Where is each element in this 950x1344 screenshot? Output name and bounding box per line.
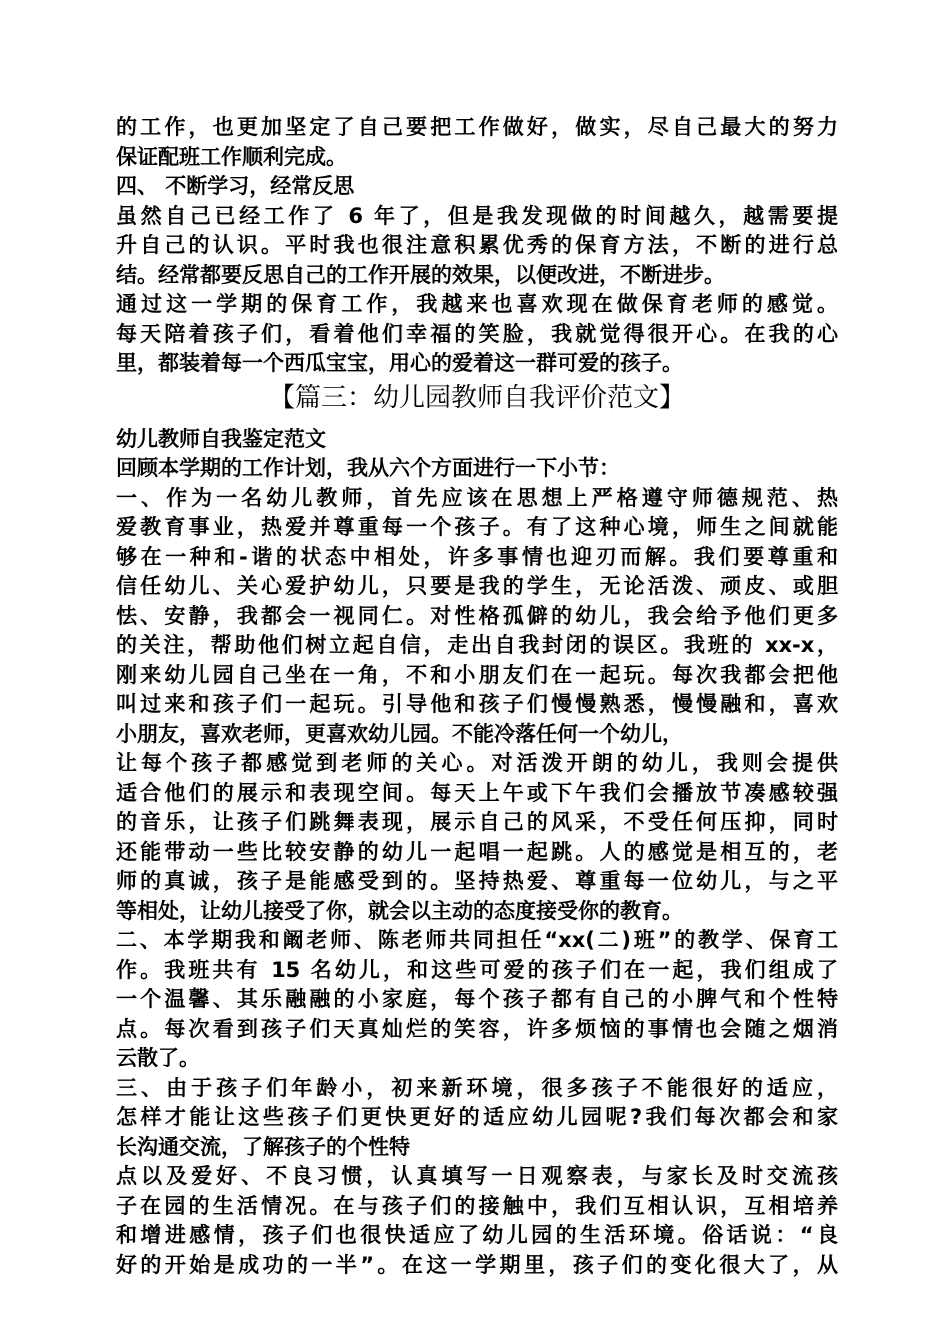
text-line: 刚来幼儿园自己坐在一角，不和小朋友们在一起玩。每次我都会把他: [116, 662, 838, 687]
text-line: 的音乐，让孩子们跳舞表现，展示自己的风采，不受任何压抑，同时: [116, 810, 838, 834]
text-line: 结。经常都要反思自己的工作开展的效果，以便改进，不断进步。: [116, 262, 725, 287]
text-line: 虽然自己已经工作了 6 年了，但是我发现做的时间越久，越需要提: [116, 203, 838, 228]
paragraph-block-continuation: [116, 113, 838, 379]
text-line: 回顾本学期的工作计划，我从六个方面进行一下小节：: [116, 456, 620, 480]
text-line: 云散了。: [116, 1046, 200, 1070]
text-line: 怎样才能让这些孩子们更快更好的适应幼儿园呢?我们每次都会和家: [116, 1105, 838, 1129]
text-line: 怯、安静，我都会一视同仁。对性格孤僻的幼儿，我会给予他们更多: [116, 603, 838, 628]
text-line: 的工作，也更加坚定了自己要把工作做好，做实，尽自己最大的努力: [116, 115, 838, 139]
text-line: 小朋友，喜欢老师，更喜欢幼儿园。不能冷落任何一个幼儿，: [116, 721, 683, 746]
text-line: 师的真诚，孩子是能感受到的。坚持热爱、尊重每一位幼儿，与之平: [116, 869, 838, 893]
text-line: 信任幼儿、关心爱护幼儿，只要是我的学生，无论活泼、顽皮、或胆: [116, 574, 838, 598]
text-line: 点以及爱好、不良习惯，认真填写一日观察表，与家长及时交流孩: [116, 1164, 838, 1188]
text-line: 爱教育事业，热爱并尊重每一个孩子。有了这种心境，师生之间就能: [116, 515, 838, 539]
text-line: 三、由于孩子们年龄小，初来新环境，很多孩子不能很好的适应，: [116, 1075, 838, 1100]
text-line: 一、作为一名幼儿教师，首先应该在思想上严格遵守师德规范、热: [116, 485, 838, 510]
text-line: 和增进感情，孩子们也很快适应了幼儿园的生活环境。俗话说：“良: [116, 1223, 838, 1247]
text-line: 二、本学期我和阚老师、陈老师共同担任“xx(二)班”的教学、保育工: [116, 928, 838, 952]
text-line: 长沟通交流，了解孩子的个性特: [116, 1134, 410, 1159]
text-line: 一个温馨、其乐融融的小家庭，每个孩子都有自己的小脾气和个性特: [116, 987, 838, 1011]
section-title: 【篇三：幼儿园教师自我评价范文】: [268, 382, 685, 413]
text-line: 升自己的认识。平时我也很注意积累优秀的保育方法，不断的进行总: [116, 233, 838, 257]
text-line: 子在园的生活情况。在与孩子们的接触中，我们互相认识，互相培养: [116, 1193, 838, 1218]
text-line: 里，都装着每一个西瓜宝宝，用心的爱着这一群可爱的孩子。: [116, 351, 683, 375]
document-page: [116, 113, 838, 1280]
text-line: 四、 不断学习，经常反思: [116, 174, 355, 198]
text-line: 好的开始是成功的一半”。在这一学期里，孩子们的变化很大了，从: [116, 1252, 838, 1277]
text-line: 点。每次看到孩子们天真灿烂的笑容，许多烦恼的事情也会随之烟消: [116, 1016, 838, 1041]
text-line: 幼儿教师自我鉴定范文: [116, 426, 326, 451]
text-line: 等相处，让幼儿接受了你，就会以主动的态度接受你的教育。: [116, 898, 683, 923]
text-line: 的关注，帮助他们树立起自信，走出自我封闭的误区。我班的 xx-x，: [116, 633, 838, 657]
text-line: 适合他们的展示和表现空间。每天上午或下午我们会播放节凑感较强: [116, 780, 838, 805]
text-line: 通过这一学期的保育工作，我越来也喜欢现在做保育老师的感觉。: [116, 292, 838, 316]
text-line: 够在一种和-谐的状态中相处，许多事情也迎刃而解。我们要尊重和: [116, 544, 838, 569]
text-line: 让每个孩子都感觉到老师的关心。对活泼开朗的幼儿，我则会提供: [116, 751, 838, 775]
text-line: 叫过来和孩子们一起玩。引导他和孩子们慢慢熟悉，慢慢融和，喜欢: [116, 692, 838, 716]
paragraph-block-self-evaluation: [116, 425, 838, 1281]
text-line: 每天陪着孩子们，看着他们幸福的笑脸，我就觉得很开心。在我的心: [116, 321, 838, 346]
text-line: 保证配班工作顺利完成。: [116, 144, 347, 169]
text-line: 还能带动一些比较安静的幼儿一起唱一起跳。人的感觉是相互的，老: [116, 839, 838, 864]
text-line: 作。我班共有 15 名幼儿，和这些可爱的孩子们在一起，我们组成了: [116, 957, 838, 982]
